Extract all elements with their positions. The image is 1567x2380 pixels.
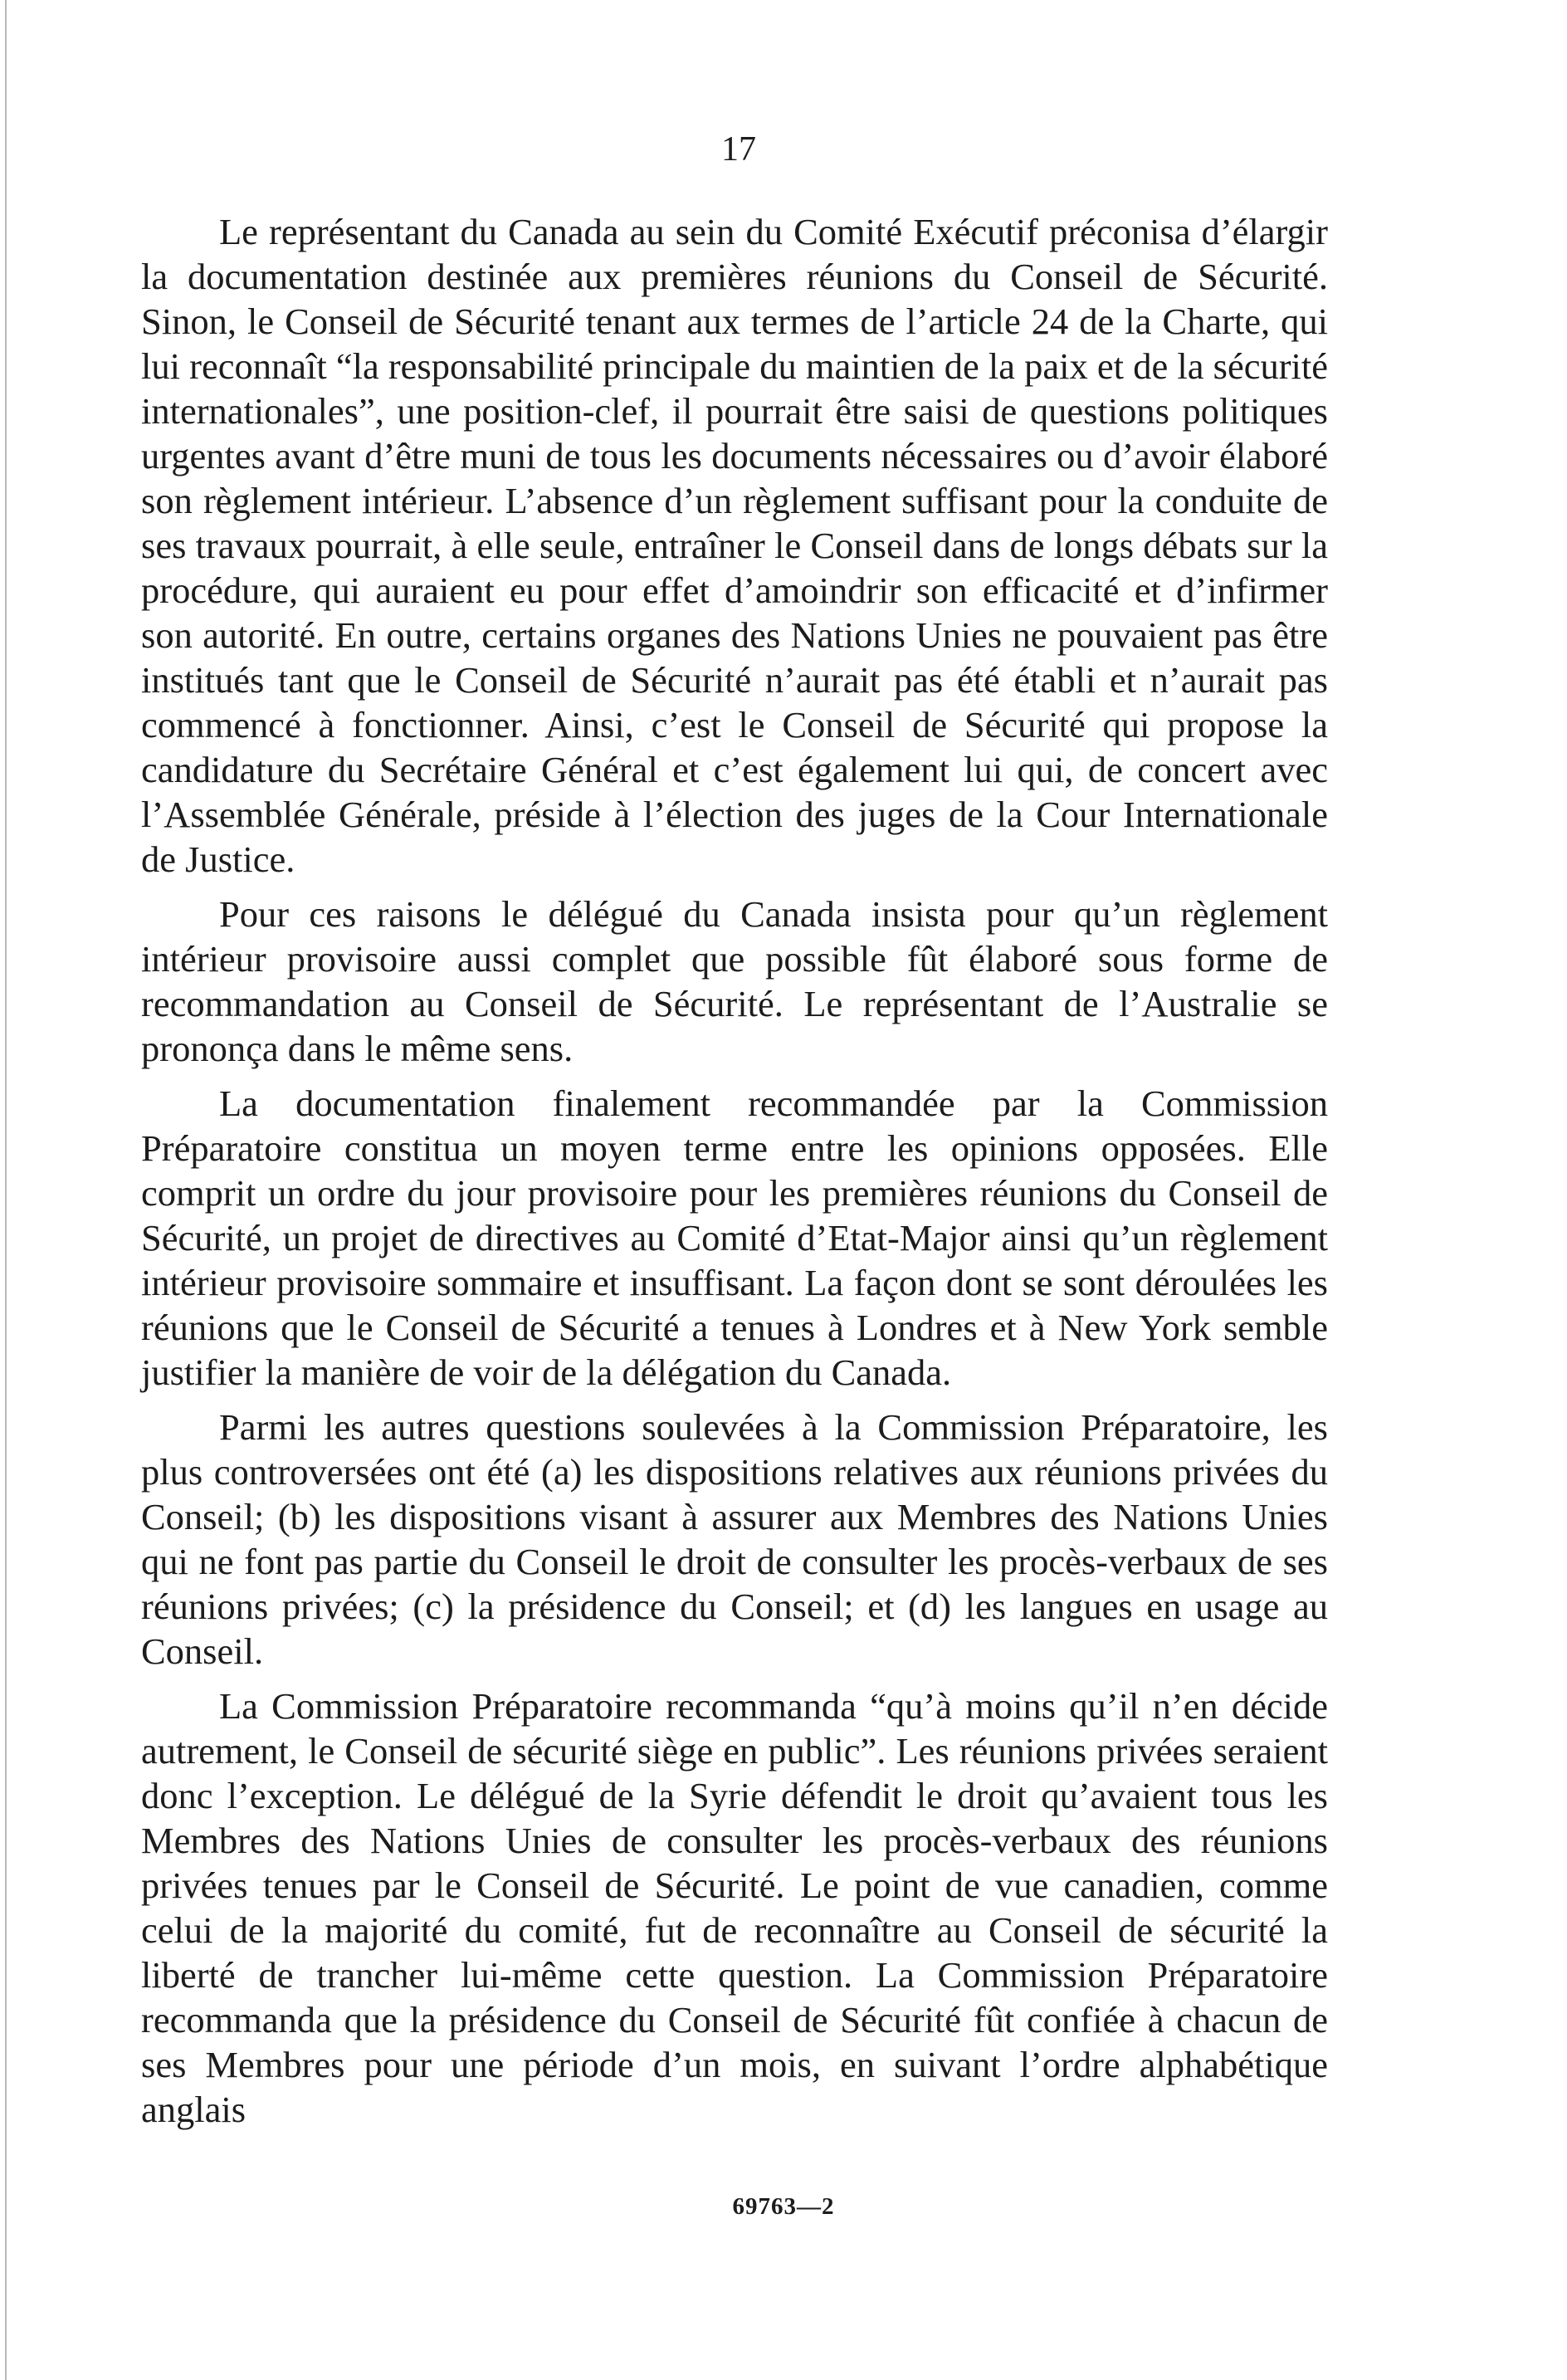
printer-code: 69763—2 bbox=[732, 2193, 835, 2220]
page-number: 17 bbox=[721, 130, 756, 169]
paragraph-provisional-rules: Pour ces raisons le délégué du Canada insista pour qu’un règlement intérieur provisoire aussi complet que possible fût élaboré sous forme de recommandation au Conseil de Sécurité. Le représentant de l’Australie se prononça dans le même sens. bbox=[141, 893, 1328, 1069]
document-page bbox=[141, 125, 1328, 2132]
paragraph-recommended-documentation: La documentation finalement recommandée par la Commission Préparatoire constitua un moyen terme entre les opinions opposées. Elle comprit un ordre du jour provisoire pour les premières réunions du Conseil de Sécurité, un projet de directives au Comité d’Etat-Major ainsi qu’un règlement intérieur provisoire sommaire et insuffisant. La façon dont se sont déroulées les réunions que le Conseil de Sécurité a tenues à Londres et à New York semble justifier la manière de voir de la délégation du Canada. bbox=[141, 1082, 1328, 1393]
paragraph-controversial-questions: Parmi les autres questions soulevées à la Commission Préparatoire, les plus controversées ont été (a) les dispositions relatives aux réunions privées du Conseil; (b) les dispositions visant à assurer aux Membres des Nations Unies qui ne font pas partie du Conseil le droit de consulter les procès-verbaux de ses réunions privées; (c) la présidence du Conseil; et (d) les langues en usage au Conseil. bbox=[141, 1406, 1328, 1672]
paragraph-public-meetings: La Commission Préparatoire recommanda “qu’à moins qu’il n’en décide autrement, le Conseil de sécurité siège en public”. Les réunions privées seraient donc l’exception. Le délégué de la Syrie défendit le droit qu’avaient tous les Membres des Nations Unies de consulter les procès-verbaux des réunions privées tenues par le Conseil de Sécurité. Le point de vue canadien, comme celui de la majorité du comité, fut de reconnaître au Conseil de sécurité la liberté de trancher lui-même cette question. La Commission Préparatoire recommanda que la présidence du Conseil de Sécurité fût confiée à chacun de ses Membres pour une période d’un mois, en suivant l’ordre alphabétique anglais bbox=[141, 1685, 1328, 2130]
page-binding-edge bbox=[5, 0, 7, 2380]
paragraph-canada-executive-committee: Le représentant du Canada au sein du Comité Exécutif préconisa d’élargir la documentation destinée aux premières réunions du Conseil de Sécurité. Sinon, le Conseil de Sécurité tenant aux termes de l’article 24 de la Charte, qui lui reconnaît “la responsabilité principale du maintien de la paix et de la sécurité internationales”, une position-clef, il pourrait être saisi de questions politiques urgentes avant d’être muni de tous les documents nécessaires ou d’avoir élaboré son règlement intérieur. L’absence d’un règlement suffisant pour la conduite de ses travaux pourrait, à elle seule, entraîner le Conseil dans de longs débats sur la procédure, qui auraient eu pour effet d’amoindrir son efficacité et d’infirmer son autorité. En outre, certains organes des Nations Unies ne pouvaient pas être institués tant que le Conseil de Sécurité n’aurait pas été établi et n’aurait pas commencé à fonctionner. Ainsi, c’est le Conseil de Sécurité qui propose la candidature du Secrétaire Général et c’est également lui qui, de concert avec l’Assemblée Générale, préside à l’élection des juges de la Cour Internationale de Justice. bbox=[141, 211, 1328, 880]
